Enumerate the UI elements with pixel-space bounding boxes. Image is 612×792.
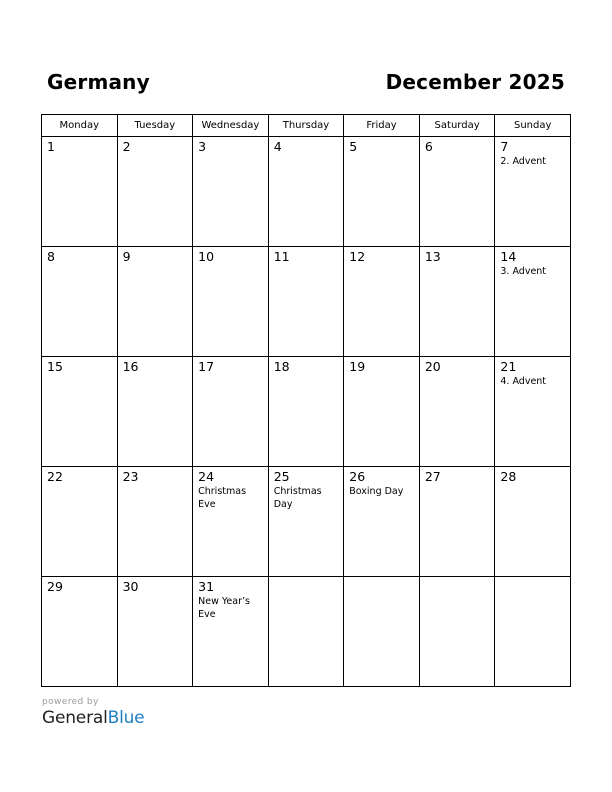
day-cell	[117, 467, 193, 577]
footer	[42, 697, 144, 728]
day-cell	[193, 467, 269, 577]
day-number: 28	[500, 469, 517, 484]
generalblue-logo	[42, 708, 144, 728]
day-number: 8	[47, 249, 55, 264]
day-number: 21	[500, 359, 517, 374]
day-cell	[193, 137, 269, 247]
week-row	[42, 247, 571, 357]
day-number: 22	[47, 469, 63, 484]
day-number: 29	[47, 579, 63, 594]
day-number: 16	[122, 359, 139, 374]
day-number: 23	[122, 469, 139, 484]
day-number: 19	[349, 359, 366, 374]
day-cell	[344, 357, 420, 467]
empty-day-cell	[268, 577, 344, 687]
day-cell	[344, 137, 420, 247]
day-number: 10	[198, 249, 215, 264]
week-row	[42, 137, 571, 247]
day-cell	[117, 577, 193, 687]
week-row	[42, 577, 571, 687]
weekday-wednesday: Wednesday	[193, 115, 269, 137]
weekday-saturday: Saturday	[419, 115, 495, 137]
empty-day-cell	[495, 577, 571, 687]
week-row	[42, 467, 571, 577]
day-cell	[193, 357, 269, 467]
day-cell	[268, 247, 344, 357]
day-number: 9	[122, 249, 131, 264]
day-number: 3	[198, 139, 207, 154]
weekday-header-row	[42, 115, 571, 137]
weekday-thursday: Thursday	[268, 115, 344, 137]
day-number: 5	[349, 139, 358, 154]
day-cell	[495, 247, 571, 357]
brand-general: General	[42, 708, 108, 728]
day-number: 30	[122, 579, 139, 594]
day-number: 6	[424, 139, 433, 154]
weekday-sunday: Sunday	[495, 115, 571, 137]
calendar-grid	[41, 114, 571, 687]
brand-blue: Blue	[107, 708, 145, 728]
day-cell	[495, 137, 571, 247]
calendar-header	[41, 70, 571, 100]
day-number: 25	[273, 469, 290, 484]
day-number: 7	[500, 139, 509, 154]
powered-by-text: powered by	[42, 697, 99, 707]
weekday-tuesday: Tuesday	[117, 115, 193, 137]
holiday-label: Boxing Day	[349, 486, 404, 497]
day-number: 31	[198, 579, 215, 594]
day-cell	[268, 137, 344, 247]
holiday-label: Christmas Day	[273, 486, 322, 510]
day-cell	[495, 357, 571, 467]
day-cell	[419, 137, 495, 247]
week-row	[42, 357, 571, 467]
day-number: 11	[273, 249, 290, 264]
country-title: Germany	[47, 70, 150, 94]
day-number: 20	[424, 359, 441, 374]
day-number: 4	[273, 139, 282, 154]
day-cell	[117, 247, 193, 357]
day-cell	[193, 247, 269, 357]
day-number: 24	[198, 469, 215, 484]
day-number: 12	[349, 249, 366, 264]
day-number: 18	[273, 359, 290, 374]
holiday-label: 2. Advent	[500, 156, 547, 167]
day-cell	[42, 247, 118, 357]
weekday-friday: Friday	[344, 115, 420, 137]
day-cell	[419, 467, 495, 577]
day-cell	[268, 357, 344, 467]
day-number: 17	[198, 359, 215, 374]
day-cell	[42, 357, 118, 467]
day-number: 15	[47, 359, 63, 374]
empty-day-cell	[344, 577, 420, 687]
empty-day-cell	[419, 577, 495, 687]
day-number: 14	[500, 249, 517, 264]
day-cell	[344, 467, 420, 577]
day-cell	[193, 577, 269, 687]
day-number: 26	[349, 469, 366, 484]
day-number: 2	[122, 139, 131, 154]
month-title: December 2025	[385, 70, 565, 94]
day-cell	[117, 137, 193, 247]
holiday-label: 3. Advent	[500, 266, 547, 277]
day-cell	[268, 467, 344, 577]
day-cell	[42, 137, 118, 247]
day-number: 1	[47, 139, 55, 154]
weekday-monday: Monday	[42, 115, 118, 137]
day-cell	[117, 357, 193, 467]
holiday-label: 4. Advent	[500, 376, 547, 387]
holiday-label: Christmas Eve	[198, 486, 247, 510]
day-number: 27	[424, 469, 441, 484]
day-cell	[344, 247, 420, 357]
day-cell	[419, 247, 495, 357]
day-cell	[42, 467, 118, 577]
day-cell	[419, 357, 495, 467]
day-cell	[42, 577, 118, 687]
day-number: 13	[424, 249, 441, 264]
holiday-label: New Year’s Eve	[198, 596, 250, 620]
day-cell	[495, 467, 571, 577]
